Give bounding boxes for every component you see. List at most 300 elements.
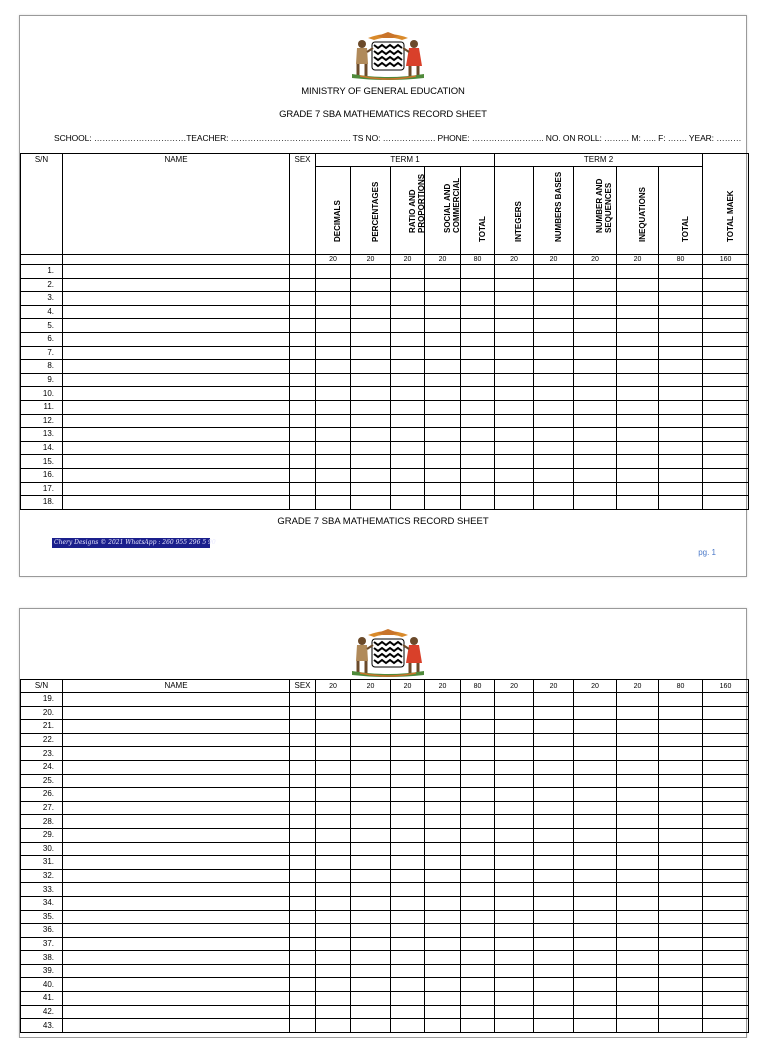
sex-cell[interactable] xyxy=(290,720,316,734)
decimals-cell[interactable] xyxy=(316,951,351,965)
term1-total-cell[interactable] xyxy=(461,951,495,965)
sequences-cell[interactable] xyxy=(574,1019,617,1033)
social-cell[interactable] xyxy=(425,788,461,802)
percentages-cell[interactable] xyxy=(351,468,391,482)
sex-cell[interactable] xyxy=(290,937,316,951)
bases-cell[interactable] xyxy=(534,1005,574,1019)
term1-total-cell[interactable] xyxy=(461,760,495,774)
term1-total-cell[interactable] xyxy=(461,441,495,455)
term2-total-cell[interactable] xyxy=(659,747,703,761)
sex-cell[interactable] xyxy=(290,706,316,720)
ratio-cell[interactable] xyxy=(391,400,425,414)
term2-total-cell[interactable] xyxy=(659,733,703,747)
percentages-cell[interactable] xyxy=(351,400,391,414)
term1-total-cell[interactable] xyxy=(461,788,495,802)
integers-cell[interactable] xyxy=(495,1019,534,1033)
integers-cell[interactable] xyxy=(495,360,534,374)
percentages-cell[interactable] xyxy=(351,937,391,951)
total-mark-cell[interactable] xyxy=(703,747,749,761)
sex-cell[interactable] xyxy=(290,482,316,496)
social-cell[interactable] xyxy=(425,1005,461,1019)
inequations-cell[interactable] xyxy=(617,1019,659,1033)
term1-total-cell[interactable] xyxy=(461,1005,495,1019)
name-cell[interactable] xyxy=(63,319,290,333)
name-cell[interactable] xyxy=(63,774,290,788)
social-cell[interactable] xyxy=(425,733,461,747)
social-cell[interactable] xyxy=(425,869,461,883)
ratio-cell[interactable] xyxy=(391,842,425,856)
percentages-cell[interactable] xyxy=(351,733,391,747)
term1-total-cell[interactable] xyxy=(461,883,495,897)
name-cell[interactable] xyxy=(63,869,290,883)
decimals-cell[interactable] xyxy=(316,292,351,306)
bases-cell[interactable] xyxy=(534,428,574,442)
inequations-cell[interactable] xyxy=(617,319,659,333)
ratio-cell[interactable] xyxy=(391,496,425,510)
social-cell[interactable] xyxy=(425,482,461,496)
ratio-cell[interactable] xyxy=(391,720,425,734)
bases-cell[interactable] xyxy=(534,693,574,707)
term1-total-cell[interactable] xyxy=(461,265,495,279)
total-mark-cell[interactable] xyxy=(703,455,749,469)
term1-total-cell[interactable] xyxy=(461,428,495,442)
social-cell[interactable] xyxy=(425,693,461,707)
social-cell[interactable] xyxy=(425,951,461,965)
term1-total-cell[interactable] xyxy=(461,387,495,401)
ratio-cell[interactable] xyxy=(391,387,425,401)
term2-total-cell[interactable] xyxy=(659,992,703,1006)
ratio-cell[interactable] xyxy=(391,441,425,455)
integers-cell[interactable] xyxy=(495,842,534,856)
decimals-cell[interactable] xyxy=(316,346,351,360)
term1-total-cell[interactable] xyxy=(461,292,495,306)
term2-total-cell[interactable] xyxy=(659,496,703,510)
social-cell[interactable] xyxy=(425,346,461,360)
bases-cell[interactable] xyxy=(534,815,574,829)
ratio-cell[interactable] xyxy=(391,910,425,924)
decimals-cell[interactable] xyxy=(316,706,351,720)
total-mark-cell[interactable] xyxy=(703,360,749,374)
sequences-cell[interactable] xyxy=(574,332,617,346)
sequences-cell[interactable] xyxy=(574,693,617,707)
name-cell[interactable] xyxy=(63,842,290,856)
integers-cell[interactable] xyxy=(495,373,534,387)
bases-cell[interactable] xyxy=(534,387,574,401)
inequations-cell[interactable] xyxy=(617,305,659,319)
sex-cell[interactable] xyxy=(290,400,316,414)
term1-total-cell[interactable] xyxy=(461,815,495,829)
bases-cell[interactable] xyxy=(534,910,574,924)
ratio-cell[interactable] xyxy=(391,482,425,496)
bases-cell[interactable] xyxy=(534,332,574,346)
term2-total-cell[interactable] xyxy=(659,468,703,482)
term2-total-cell[interactable] xyxy=(659,774,703,788)
social-cell[interactable] xyxy=(425,292,461,306)
decimals-cell[interactable] xyxy=(316,387,351,401)
percentages-cell[interactable] xyxy=(351,964,391,978)
sequences-cell[interactable] xyxy=(574,428,617,442)
percentages-cell[interactable] xyxy=(351,1005,391,1019)
sex-cell[interactable] xyxy=(290,496,316,510)
inequations-cell[interactable] xyxy=(617,883,659,897)
inequations-cell[interactable] xyxy=(617,414,659,428)
social-cell[interactable] xyxy=(425,441,461,455)
bases-cell[interactable] xyxy=(534,937,574,951)
sequences-cell[interactable] xyxy=(574,1005,617,1019)
integers-cell[interactable] xyxy=(495,733,534,747)
percentages-cell[interactable] xyxy=(351,992,391,1006)
inequations-cell[interactable] xyxy=(617,828,659,842)
sequences-cell[interactable] xyxy=(574,373,617,387)
name-cell[interactable] xyxy=(63,292,290,306)
sequences-cell[interactable] xyxy=(574,733,617,747)
integers-cell[interactable] xyxy=(495,441,534,455)
percentages-cell[interactable] xyxy=(351,842,391,856)
bases-cell[interactable] xyxy=(534,720,574,734)
ratio-cell[interactable] xyxy=(391,373,425,387)
name-cell[interactable] xyxy=(63,937,290,951)
decimals-cell[interactable] xyxy=(316,733,351,747)
term1-total-cell[interactable] xyxy=(461,964,495,978)
integers-cell[interactable] xyxy=(495,747,534,761)
term1-total-cell[interactable] xyxy=(461,869,495,883)
term1-total-cell[interactable] xyxy=(461,992,495,1006)
term1-total-cell[interactable] xyxy=(461,720,495,734)
percentages-cell[interactable] xyxy=(351,1019,391,1033)
bases-cell[interactable] xyxy=(534,801,574,815)
bases-cell[interactable] xyxy=(534,774,574,788)
sequences-cell[interactable] xyxy=(574,896,617,910)
percentages-cell[interactable] xyxy=(351,428,391,442)
sequences-cell[interactable] xyxy=(574,774,617,788)
percentages-cell[interactable] xyxy=(351,387,391,401)
social-cell[interactable] xyxy=(425,1019,461,1033)
name-cell[interactable] xyxy=(63,896,290,910)
term2-total-cell[interactable] xyxy=(659,265,703,279)
social-cell[interactable] xyxy=(425,774,461,788)
inequations-cell[interactable] xyxy=(617,856,659,870)
ratio-cell[interactable] xyxy=(391,292,425,306)
inequations-cell[interactable] xyxy=(617,896,659,910)
ratio-cell[interactable] xyxy=(391,788,425,802)
decimals-cell[interactable] xyxy=(316,924,351,938)
decimals-cell[interactable] xyxy=(316,305,351,319)
term2-total-cell[interactable] xyxy=(659,400,703,414)
bases-cell[interactable] xyxy=(534,1019,574,1033)
sequences-cell[interactable] xyxy=(574,278,617,292)
bases-cell[interactable] xyxy=(534,842,574,856)
total-mark-cell[interactable] xyxy=(703,1019,749,1033)
inequations-cell[interactable] xyxy=(617,278,659,292)
bases-cell[interactable] xyxy=(534,482,574,496)
term2-total-cell[interactable] xyxy=(659,1005,703,1019)
sequences-cell[interactable] xyxy=(574,924,617,938)
term2-total-cell[interactable] xyxy=(659,760,703,774)
sequences-cell[interactable] xyxy=(574,265,617,279)
percentages-cell[interactable] xyxy=(351,951,391,965)
inequations-cell[interactable] xyxy=(617,788,659,802)
name-cell[interactable] xyxy=(63,815,290,829)
total-mark-cell[interactable] xyxy=(703,883,749,897)
sequences-cell[interactable] xyxy=(574,319,617,333)
sex-cell[interactable] xyxy=(290,441,316,455)
social-cell[interactable] xyxy=(425,883,461,897)
decimals-cell[interactable] xyxy=(316,896,351,910)
integers-cell[interactable] xyxy=(495,1005,534,1019)
social-cell[interactable] xyxy=(425,896,461,910)
bases-cell[interactable] xyxy=(534,733,574,747)
ratio-cell[interactable] xyxy=(391,856,425,870)
decimals-cell[interactable] xyxy=(316,332,351,346)
social-cell[interactable] xyxy=(425,319,461,333)
inequations-cell[interactable] xyxy=(617,706,659,720)
integers-cell[interactable] xyxy=(495,482,534,496)
term1-total-cell[interactable] xyxy=(461,924,495,938)
total-mark-cell[interactable] xyxy=(703,693,749,707)
total-mark-cell[interactable] xyxy=(703,706,749,720)
bases-cell[interactable] xyxy=(534,346,574,360)
integers-cell[interactable] xyxy=(495,856,534,870)
decimals-cell[interactable] xyxy=(316,883,351,897)
name-cell[interactable] xyxy=(63,400,290,414)
sex-cell[interactable] xyxy=(290,842,316,856)
social-cell[interactable] xyxy=(425,760,461,774)
name-cell[interactable] xyxy=(63,441,290,455)
sequences-cell[interactable] xyxy=(574,937,617,951)
inequations-cell[interactable] xyxy=(617,733,659,747)
sex-cell[interactable] xyxy=(290,964,316,978)
integers-cell[interactable] xyxy=(495,400,534,414)
bases-cell[interactable] xyxy=(534,747,574,761)
inequations-cell[interactable] xyxy=(617,360,659,374)
inequations-cell[interactable] xyxy=(617,428,659,442)
total-mark-cell[interactable] xyxy=(703,373,749,387)
name-cell[interactable] xyxy=(63,964,290,978)
term2-total-cell[interactable] xyxy=(659,937,703,951)
sequences-cell[interactable] xyxy=(574,910,617,924)
term2-total-cell[interactable] xyxy=(659,951,703,965)
ratio-cell[interactable] xyxy=(391,937,425,951)
term2-total-cell[interactable] xyxy=(659,815,703,829)
bases-cell[interactable] xyxy=(534,883,574,897)
bases-cell[interactable] xyxy=(534,441,574,455)
decimals-cell[interactable] xyxy=(316,815,351,829)
inequations-cell[interactable] xyxy=(617,292,659,306)
sex-cell[interactable] xyxy=(290,828,316,842)
sequences-cell[interactable] xyxy=(574,496,617,510)
total-mark-cell[interactable] xyxy=(703,496,749,510)
sex-cell[interactable] xyxy=(290,978,316,992)
inequations-cell[interactable] xyxy=(617,720,659,734)
sex-cell[interactable] xyxy=(290,788,316,802)
percentages-cell[interactable] xyxy=(351,828,391,842)
decimals-cell[interactable] xyxy=(316,937,351,951)
sex-cell[interactable] xyxy=(290,951,316,965)
total-mark-cell[interactable] xyxy=(703,733,749,747)
total-mark-cell[interactable] xyxy=(703,468,749,482)
name-cell[interactable] xyxy=(63,346,290,360)
percentages-cell[interactable] xyxy=(351,720,391,734)
term1-total-cell[interactable] xyxy=(461,496,495,510)
social-cell[interactable] xyxy=(425,856,461,870)
term1-total-cell[interactable] xyxy=(461,400,495,414)
inequations-cell[interactable] xyxy=(617,937,659,951)
term2-total-cell[interactable] xyxy=(659,842,703,856)
ratio-cell[interactable] xyxy=(391,455,425,469)
total-mark-cell[interactable] xyxy=(703,951,749,965)
inequations-cell[interactable] xyxy=(617,373,659,387)
decimals-cell[interactable] xyxy=(316,992,351,1006)
sequences-cell[interactable] xyxy=(574,760,617,774)
social-cell[interactable] xyxy=(425,828,461,842)
term1-total-cell[interactable] xyxy=(461,937,495,951)
sex-cell[interactable] xyxy=(290,292,316,306)
bases-cell[interactable] xyxy=(534,856,574,870)
bases-cell[interactable] xyxy=(534,992,574,1006)
percentages-cell[interactable] xyxy=(351,292,391,306)
sequences-cell[interactable] xyxy=(574,978,617,992)
total-mark-cell[interactable] xyxy=(703,801,749,815)
sequences-cell[interactable] xyxy=(574,801,617,815)
name-cell[interactable] xyxy=(63,482,290,496)
name-cell[interactable] xyxy=(63,951,290,965)
total-mark-cell[interactable] xyxy=(703,964,749,978)
total-mark-cell[interactable] xyxy=(703,414,749,428)
integers-cell[interactable] xyxy=(495,869,534,883)
term1-total-cell[interactable] xyxy=(461,733,495,747)
ratio-cell[interactable] xyxy=(391,760,425,774)
percentages-cell[interactable] xyxy=(351,706,391,720)
name-cell[interactable] xyxy=(63,992,290,1006)
term2-total-cell[interactable] xyxy=(659,292,703,306)
social-cell[interactable] xyxy=(425,305,461,319)
integers-cell[interactable] xyxy=(495,265,534,279)
inequations-cell[interactable] xyxy=(617,693,659,707)
ratio-cell[interactable] xyxy=(391,828,425,842)
bases-cell[interactable] xyxy=(534,292,574,306)
total-mark-cell[interactable] xyxy=(703,937,749,951)
sequences-cell[interactable] xyxy=(574,964,617,978)
decimals-cell[interactable] xyxy=(316,360,351,374)
sex-cell[interactable] xyxy=(290,869,316,883)
ratio-cell[interactable] xyxy=(391,801,425,815)
term2-total-cell[interactable] xyxy=(659,278,703,292)
total-mark-cell[interactable] xyxy=(703,441,749,455)
term2-total-cell[interactable] xyxy=(659,428,703,442)
percentages-cell[interactable] xyxy=(351,305,391,319)
bases-cell[interactable] xyxy=(534,278,574,292)
inequations-cell[interactable] xyxy=(617,496,659,510)
percentages-cell[interactable] xyxy=(351,455,391,469)
integers-cell[interactable] xyxy=(495,332,534,346)
bases-cell[interactable] xyxy=(534,305,574,319)
decimals-cell[interactable] xyxy=(316,441,351,455)
sequences-cell[interactable] xyxy=(574,720,617,734)
social-cell[interactable] xyxy=(425,360,461,374)
integers-cell[interactable] xyxy=(495,896,534,910)
sex-cell[interactable] xyxy=(290,373,316,387)
inequations-cell[interactable] xyxy=(617,910,659,924)
sex-cell[interactable] xyxy=(290,815,316,829)
percentages-cell[interactable] xyxy=(351,869,391,883)
inequations-cell[interactable] xyxy=(617,441,659,455)
term1-total-cell[interactable] xyxy=(461,319,495,333)
integers-cell[interactable] xyxy=(495,292,534,306)
ratio-cell[interactable] xyxy=(391,360,425,374)
term1-total-cell[interactable] xyxy=(461,801,495,815)
ratio-cell[interactable] xyxy=(391,774,425,788)
term1-total-cell[interactable] xyxy=(461,468,495,482)
name-cell[interactable] xyxy=(63,760,290,774)
decimals-cell[interactable] xyxy=(316,319,351,333)
term2-total-cell[interactable] xyxy=(659,414,703,428)
inequations-cell[interactable] xyxy=(617,760,659,774)
ratio-cell[interactable] xyxy=(391,924,425,938)
name-cell[interactable] xyxy=(63,468,290,482)
social-cell[interactable] xyxy=(425,747,461,761)
social-cell[interactable] xyxy=(425,720,461,734)
term1-total-cell[interactable] xyxy=(461,706,495,720)
inequations-cell[interactable] xyxy=(617,332,659,346)
term1-total-cell[interactable] xyxy=(461,856,495,870)
percentages-cell[interactable] xyxy=(351,693,391,707)
decimals-cell[interactable] xyxy=(316,482,351,496)
name-cell[interactable] xyxy=(63,265,290,279)
social-cell[interactable] xyxy=(425,992,461,1006)
total-mark-cell[interactable] xyxy=(703,856,749,870)
sex-cell[interactable] xyxy=(290,319,316,333)
social-cell[interactable] xyxy=(425,910,461,924)
sequences-cell[interactable] xyxy=(574,706,617,720)
inequations-cell[interactable] xyxy=(617,924,659,938)
sex-cell[interactable] xyxy=(290,278,316,292)
decimals-cell[interactable] xyxy=(316,265,351,279)
sex-cell[interactable] xyxy=(290,346,316,360)
bases-cell[interactable] xyxy=(534,788,574,802)
decimals-cell[interactable] xyxy=(316,828,351,842)
inequations-cell[interactable] xyxy=(617,400,659,414)
total-mark-cell[interactable] xyxy=(703,387,749,401)
ratio-cell[interactable] xyxy=(391,896,425,910)
sequences-cell[interactable] xyxy=(574,828,617,842)
total-mark-cell[interactable] xyxy=(703,400,749,414)
social-cell[interactable] xyxy=(425,373,461,387)
sequences-cell[interactable] xyxy=(574,482,617,496)
name-cell[interactable] xyxy=(63,856,290,870)
percentages-cell[interactable] xyxy=(351,924,391,938)
sex-cell[interactable] xyxy=(290,414,316,428)
sex-cell[interactable] xyxy=(290,856,316,870)
sex-cell[interactable] xyxy=(290,1005,316,1019)
bases-cell[interactable] xyxy=(534,706,574,720)
inequations-cell[interactable] xyxy=(617,1005,659,1019)
social-cell[interactable] xyxy=(425,801,461,815)
social-cell[interactable] xyxy=(425,937,461,951)
decimals-cell[interactable] xyxy=(316,455,351,469)
total-mark-cell[interactable] xyxy=(703,828,749,842)
term2-total-cell[interactable] xyxy=(659,788,703,802)
sequences-cell[interactable] xyxy=(574,414,617,428)
name-cell[interactable] xyxy=(63,428,290,442)
inequations-cell[interactable] xyxy=(617,978,659,992)
decimals-cell[interactable] xyxy=(316,468,351,482)
integers-cell[interactable] xyxy=(495,455,534,469)
social-cell[interactable] xyxy=(425,455,461,469)
total-mark-cell[interactable] xyxy=(703,278,749,292)
name-cell[interactable] xyxy=(63,305,290,319)
sex-cell[interactable] xyxy=(290,332,316,346)
ratio-cell[interactable] xyxy=(391,265,425,279)
